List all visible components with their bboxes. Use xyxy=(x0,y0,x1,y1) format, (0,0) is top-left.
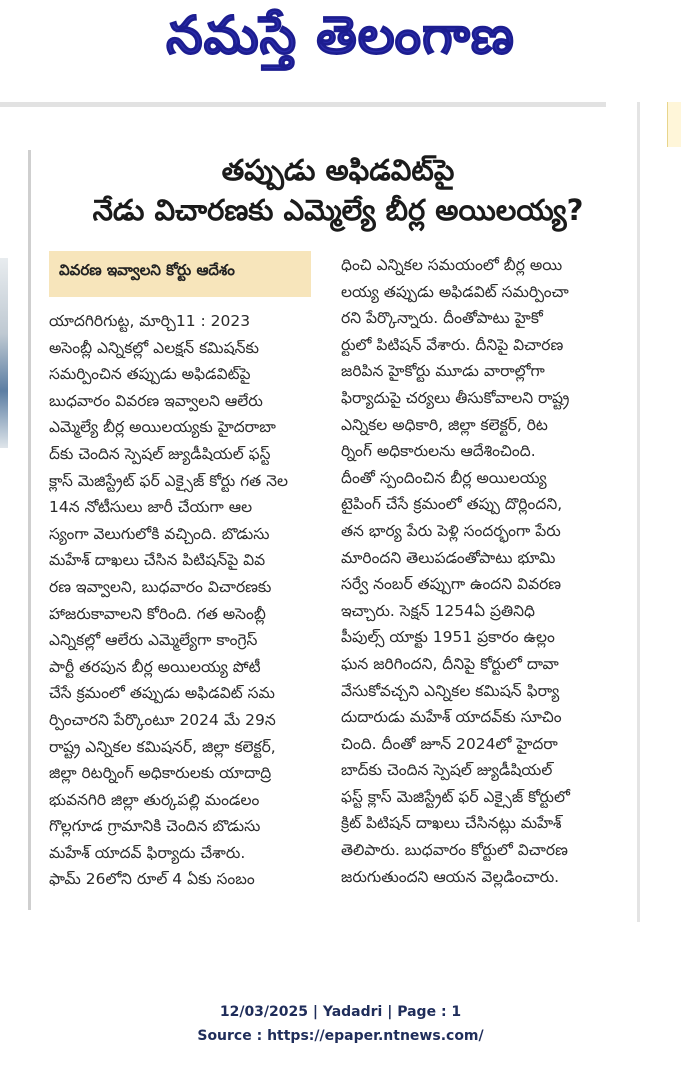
footer-meta: 12/03/2025 | Yadadri | Page : 1 xyxy=(219,1004,462,1020)
article-line: సర్వే నంబర్ తప్పుగా ఉందని వివరణ xyxy=(341,575,562,594)
article-line: జరిపిన హైకోర్టు మూడు వారాల్లోగా xyxy=(341,362,545,381)
neighbor-box-fragment xyxy=(667,102,681,147)
article-line: ఎమ్మెల్యే బీర్ల అయిలయ్యకు హైదరాబా xyxy=(49,418,276,437)
footer-source: Source : https://epaper.ntnews.com/ xyxy=(197,1028,484,1044)
article-line: రణ ఇవ్వాలని, బుధవారం విచారణకు xyxy=(49,577,272,596)
article-line: ఫిర్యాదుపై చర్యలు తీసుకోవాలని రాష్ట్ర xyxy=(341,388,570,407)
article-line: క్రిట్ పిటిషన్ దాఖలు చేసినట్లు మహేశ్ xyxy=(341,814,562,833)
article-line: జరుగుతుందని ఆయన వెల్లడించారు. xyxy=(341,867,560,886)
article-line: వేసుకోవచ్చని ఎన్నికల కమిషన్ ఫిర్యా xyxy=(341,681,560,700)
article-line: అసెంబ్లీ ఎన్నికల్లో ఎలక్షన్ కమిషన్‌కు xyxy=(49,338,259,357)
article-line: జిల్లా రిటర్నింగ్ అధికారులకు యాదాద్రి xyxy=(49,764,272,783)
page-footer xyxy=(0,1000,681,1048)
article-line: ఫామ్ 26లోని రూల్ 4 ఏకు సంబం xyxy=(49,870,255,889)
article-line: ద్‌కు చెందిన స్పెషల్ జ్యుడీషియల్ ఫస్ట్ xyxy=(49,444,271,463)
article-line: మహేశ్ దాఖలు చేసిన పిటిషన్‌పై వివ xyxy=(49,551,266,570)
article-line: 14న నోటీసులు జారీ చేయగా ఆల xyxy=(49,498,253,517)
article-line: గొల్లగూడ గ్రామానికి చెందిన బొడుసు xyxy=(49,817,261,836)
article-line: పార్టీ తరపున బీర్ల అయిలయ్య పోటీ xyxy=(49,657,261,676)
article-line: రని పేర్కొన్నారు. దీంతోపాటు హైకో xyxy=(341,309,543,328)
article-subhead: వివరణ ఇవ్వాలని కోర్టు ఆదేశం xyxy=(49,251,311,297)
article-line: లయ్య తప్పుడు అఫిడవిట్ సమర్పించా xyxy=(341,282,569,301)
article-line: తెలిపారు. బుధవారం కోర్టులో విచారణ xyxy=(341,841,568,860)
article-line: ఎన్నికల అధికారి, జిల్లా కలెక్టర్, రిట xyxy=(341,415,548,434)
article-line: మహేశ్ యాదవ్ ఫిర్యాదు చేశారు. xyxy=(49,843,246,862)
article-line: ఫస్ట్ క్లాస్ మెజిస్ట్రేట్ ఫర్ ఎక్సైజ్ కోర్టులో xyxy=(341,787,570,806)
article-line: ధించి ఎన్నికల సమయంలో బీర్ల అయి xyxy=(341,256,563,274)
article-line: బాద్‌కు చెందిన స్పెషల్ జ్యుడీషియల్ xyxy=(341,761,553,780)
newspaper-logo: నమస్తే తెలంగాణ xyxy=(166,6,515,66)
article-line: ర్టులో పిటిషన్ వేశారు. దీనిపై విచారణ xyxy=(341,335,564,354)
article-line: ర్నింగ్ అధికారులను ఆదేశించింది. xyxy=(341,442,536,461)
article-line: దుదారుడు మహేశ్ యాదవ్‌కు సూచిం xyxy=(341,708,562,727)
right-column-divider xyxy=(637,102,640,922)
article-line: క్లాస్ మెజిస్ట్రేట్ ఫర్ ఎక్సైజ్ కోర్టు గత నెల xyxy=(49,471,288,490)
article-line: బుధవారం వివరణ ఇవ్వాలని ఆలేరు xyxy=(49,391,263,410)
article-line: చింది. దీంతో జూన్ 2024లో హైదరా xyxy=(341,734,558,753)
headline-line-2: నేడు విచారణకు ఎమ్మెల్యే బీర్ల అయిలయ్య? xyxy=(92,193,584,227)
masthead xyxy=(0,0,681,80)
article-line: భువనగిరి జిల్లా తుర్కపల్లి మండలం xyxy=(49,790,260,809)
article-headline xyxy=(40,150,636,230)
article-line: ర్పించారని పేర్కొంటూ 2024 మే 29న xyxy=(49,710,276,729)
article-line: ఎన్నికల్లో ఆలేరు ఎమ్మెల్యేగా కాంగ్రెస్ xyxy=(49,631,258,650)
article-line: మారిందని తెలుపడంతోపాటు భూమి xyxy=(341,548,556,567)
article-line: హాజరుకావాలని కోరింది. గత అసెంబ్లీ xyxy=(49,604,266,623)
article-column-1 xyxy=(49,308,317,893)
left-column-divider xyxy=(28,150,31,910)
article-line: యాదగిరిగుట్ట, మార్చి11 : 2023 xyxy=(49,312,251,330)
article-line: సమర్పించిన తప్పుడు అఫిడవిట్‌పై xyxy=(49,365,251,384)
article-line: తన భార్య పేరు పెళ్లి సందర్భంగా పేరు xyxy=(341,521,561,540)
headline-line-1: తప్పుడు అఫిడవిట్‌పై xyxy=(221,153,455,187)
article-line: దీంతో స్పందించిన బీర్ల అయిలయ్య xyxy=(341,468,547,487)
article-line: చేసే క్రమంలో తప్పుడు అఫిడవిట్ సమ xyxy=(49,684,275,703)
article-line: పీపుల్స్ యాక్టు 1951 ప్రకారం ఉల్లం xyxy=(341,628,555,647)
top-divider xyxy=(0,102,606,107)
neighbor-photo-fragment xyxy=(0,258,8,448)
article-line: టైపింగ్ చేసే క్రమంలో తప్పు దొర్లిందని, xyxy=(341,495,563,514)
article-line: ఇచ్చారు. సెక్షన్ 1254ఏ ప్రతినిధి xyxy=(341,601,535,620)
article-line: స్యంగా వెలుగులోకి వచ్చింది. బొడుసు xyxy=(49,524,270,543)
article-column-2 xyxy=(341,252,619,890)
article-line: ఘన జరిగిందని, దీనిపై కోర్టులో దావా xyxy=(341,654,559,673)
article-line: రాష్ట్ర ఎన్నికల కమిషనర్, జిల్లా కలెక్టర్, xyxy=(49,737,276,756)
